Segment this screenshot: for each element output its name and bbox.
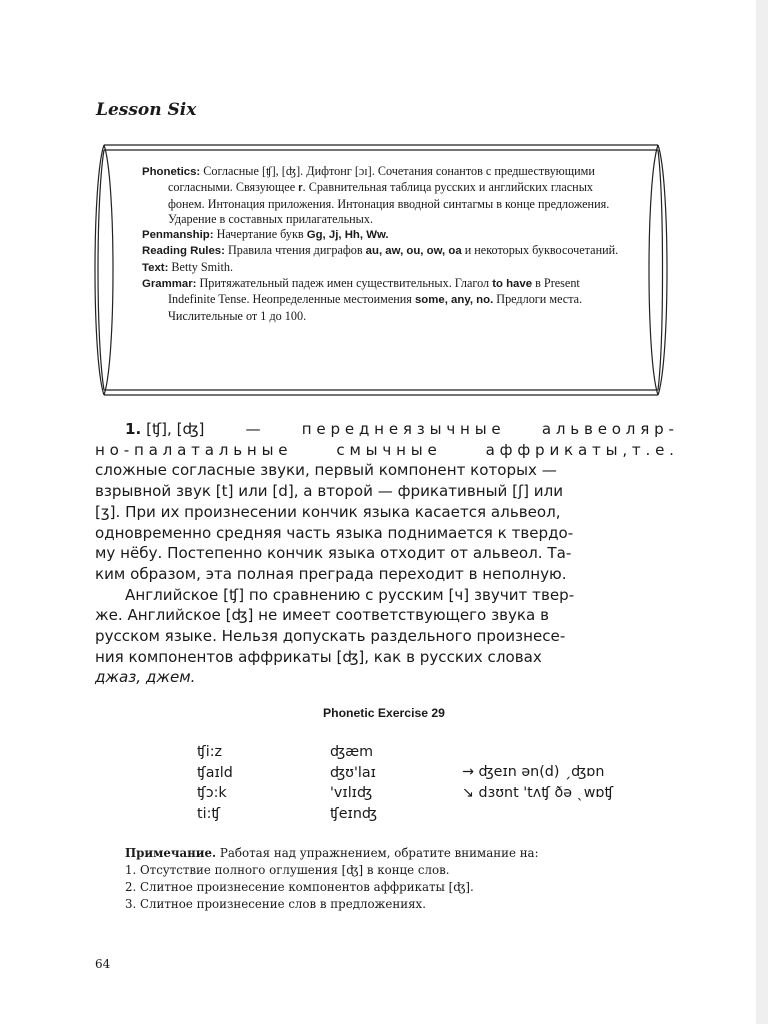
- text-label: Text:: [142, 261, 169, 274]
- main-line-1-word: а л ь в е о л я р -: [541, 420, 674, 438]
- reading-rules-text-2: и некоторых буквосочетаний.: [464, 243, 619, 258]
- text-entry: [142, 260, 630, 276]
- penmanship-letters: Gg, Jj, Hh, Ww.: [306, 229, 389, 242]
- ipa-word: ʤʊ'laɪ: [330, 764, 376, 781]
- main-line-6: одновременно средняя часть языка поднимается к твердо-: [95, 523, 574, 542]
- section-number: 1.: [125, 420, 142, 438]
- phonetics-text-2: . Сравнительная таблица русских и английских гласных фонем. Интонация приложения. Интонация вводной синтагмы в конце предложения. Ударение в составных прилагательных.: [168, 180, 610, 226]
- note-block: [125, 845, 645, 913]
- grammar-pronouns: some, any, no.: [414, 294, 494, 307]
- main-line-3: сложные согласные звуки, первый компонент которых —: [95, 461, 557, 480]
- phonetics-r: r: [298, 182, 303, 195]
- main-line-1: [95, 419, 674, 440]
- main-line-2-word: а ф ф р и к а т ы , т . е .: [485, 440, 674, 459]
- page-number: 64: [95, 957, 111, 971]
- main-line-10: же. Английское [ʤ] не имеет соответствующего звука в: [95, 606, 549, 625]
- note-intro-line: [125, 845, 645, 862]
- lesson-title: Lesson Six: [96, 100, 197, 120]
- reading-rules-text: Правила чтения диграфов: [227, 243, 363, 258]
- grammar-text: Притяжательный падеж имен существительных. Глагол: [199, 276, 490, 291]
- phonetics-label: Phonetics:: [142, 166, 201, 178]
- grammar-to-have: to have: [492, 278, 533, 291]
- reading-rules-entry: [142, 243, 630, 259]
- exercise-title: Phonetic Exercise 29: [323, 706, 445, 720]
- main-line-11: русском языке. Нельзя допускать раздельного произнесе-: [95, 627, 566, 646]
- main-line-13: [95, 667, 674, 688]
- reading-digraphs: au, aw, ou, ow, oa: [365, 245, 462, 258]
- text-value: Betty Smith.: [171, 259, 234, 274]
- main-line-4: взрывной звук [t] или [d], а второй — фрикативный [ʃ] или: [95, 482, 564, 501]
- ipa-word: 'vɪlɪʤ: [330, 785, 373, 802]
- phonetics-entry: [142, 164, 630, 227]
- penmanship-entry: [142, 227, 630, 243]
- main-line-9: Английское [ʧ] по сравнению с русским [ч] звучит твер-: [125, 585, 575, 604]
- ipa-word: ʧɔ:k: [197, 785, 227, 802]
- ipa-word: ʧeɪnʤ: [330, 805, 378, 822]
- exercise-column-3: [462, 762, 613, 803]
- note-label: Примечание.: [125, 846, 217, 860]
- ipa-phrase: → ʤeɪn ən(d) ˏʤɒn: [462, 764, 605, 780]
- main-line-5: [ʒ]. При их произнесении кончик языка касается альвеол,: [95, 502, 561, 521]
- note-item: 1. Отсутствие полного оглушения [ʤ] в конце слов.: [125, 863, 450, 877]
- example-words: джаз, джем.: [95, 668, 196, 687]
- note-intro: Работая над упражнением, обратите внимание на:: [219, 846, 539, 860]
- main-line-12: ния компонентов аффрикаты [ʤ], как в русских словах: [95, 647, 542, 666]
- ipa-word: ti:ʧ: [197, 805, 221, 822]
- main-line-2-word: с м ы ч н ы е: [336, 440, 437, 459]
- main-line-7: му нёбу. Постепенно кончик языка отходит от альвеол. Та-: [95, 544, 572, 563]
- ipa-word: ʧaɪld: [197, 764, 233, 781]
- phonetics-text: Согласные [ʧ], [ʤ]. Дифтонг [ɔɪ]. Сочетания сонантов с предшествующими согласными. Связующее: [168, 164, 595, 195]
- exercise-column-1: [197, 742, 233, 824]
- main-line-1-start: [125, 419, 204, 440]
- grammar-label: Grammar:: [142, 278, 197, 291]
- page-edge: [756, 0, 768, 1024]
- main-line-1-word: —: [245, 420, 261, 438]
- grammar-text-2: в Present Indefinite Tense. Неопределенные местоимения: [168, 276, 580, 307]
- main-line-2: [95, 440, 674, 461]
- main-line-2-word: н о - п а л а т а л ь н ы е: [95, 440, 288, 459]
- ipa-phrase: ↘ dɜʊnt 'tʌʧ ðə ˎwɒʧ: [462, 784, 614, 801]
- lesson-summary-box: [142, 164, 630, 324]
- grammar-text-3: Предлоги места. Числительные от 1 до 100.: [168, 292, 583, 323]
- ipa-word: ʧi:z: [197, 744, 223, 760]
- affricate-sounds: [ʧ], [ʤ]: [146, 420, 205, 438]
- exercise-column-2: [330, 742, 377, 824]
- grammar-entry: [142, 276, 630, 324]
- penmanship-label: Penmanship:: [142, 229, 214, 242]
- note-item: 3. Слитное произнесение слов в предложениях.: [125, 897, 426, 911]
- reading-rules-label: Reading Rules:: [142, 245, 225, 258]
- ipa-word: ʤæm: [330, 744, 374, 760]
- main-line-8: ким образом, эта полная преграда переходит в неполную.: [95, 564, 567, 583]
- main-paragraph: [95, 419, 674, 688]
- main-line-1-word: п е р е д н е я з ы ч н ы е: [301, 420, 501, 438]
- penmanship-text: Начертание букв: [216, 227, 304, 242]
- note-item: 2. Слитное произнесение компонентов аффрикаты [ʤ].: [125, 880, 474, 894]
